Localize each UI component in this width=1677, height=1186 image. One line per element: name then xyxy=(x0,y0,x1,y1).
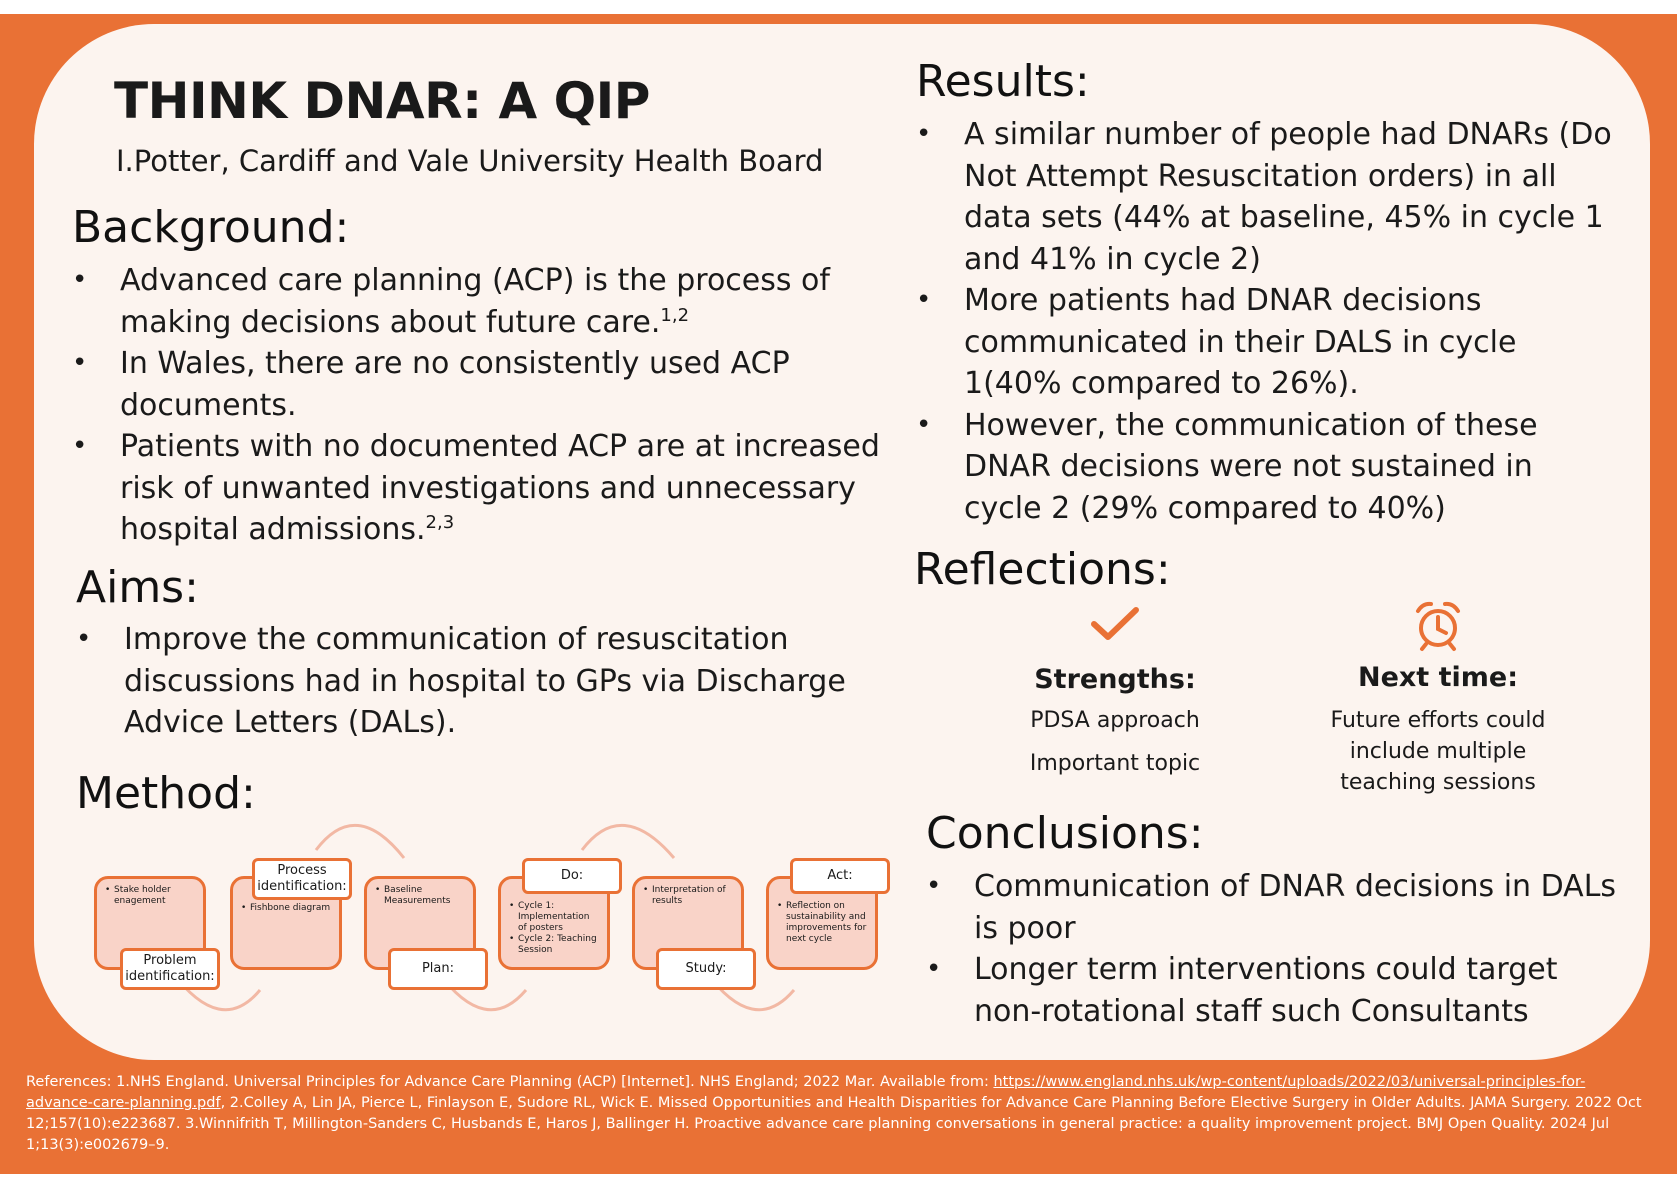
stage-item: • Reflection on sustainability and improvements for next cycle xyxy=(777,901,867,945)
references-text: , 2.Colley A, Lin JA, Pierce L, Finlayson E, Sudore RL, Wick E. Missed Opportunities and Health Disparities for Advance Care Planning Before Elective Surgery in Older Adults. JAMA Surgery. 2022 Oct 12;157(10):e223687. 3.Winnifrith T, Millington-Sanders C, Husbands E, Haros J, Ballinger H. Proactive advance care planning conversations in general practice: a quality improvement project. BMJ Open Quality. 2024 Jul 1;13(3):e002679–9. xyxy=(26,1095,1642,1153)
strengths-item: Important topic xyxy=(1029,751,1201,776)
stage-process-label: Process identification: xyxy=(252,858,352,900)
next-time-heading: Next time: xyxy=(1357,662,1519,693)
stage-do-label: Do: xyxy=(522,858,622,894)
results-item: • A similar number of people had DNARs (Do Not Attempt Resuscitation orders) in all data sets (44% at baseline, 45% in cycle 1 and 41% in cycle 2) xyxy=(916,114,1616,280)
stage-item: • Baseline Measurements xyxy=(375,885,465,907)
background-list xyxy=(72,260,892,551)
conclusions-item: • Longer term interventions could target non-rotational staff such Consultants xyxy=(926,949,1626,1032)
reflections-heading: Reflections: xyxy=(914,544,1171,595)
references-text: References: 1.NHS England. Universal Principles for Advance Care Planning (ACP) [Internet]. NHS England; 2022 Mar. Available from: xyxy=(26,1074,994,1090)
next-time-column xyxy=(1310,598,1566,798)
stage-item: • Stake holder enagement xyxy=(105,885,195,907)
aims-item: • Improve the communication of resuscitation discussions had in hospital to GPs via Discharge Advice Letters (DALs). xyxy=(76,619,856,744)
conclusions-heading: Conclusions: xyxy=(926,808,1204,859)
poster-author: I.Potter, Cardiff and Vale University Health Board xyxy=(116,144,824,178)
references xyxy=(26,1072,1646,1156)
background-item: • Advanced care planning (ACP) is the process of making decisions about future care.$^{1,2}$ xyxy=(72,260,892,343)
stage-item: • Fishbone diagram xyxy=(241,903,331,914)
background-heading: Background: xyxy=(72,202,350,253)
results-list xyxy=(916,114,1616,529)
stage-item: • Cycle 1: Implementation of posters xyxy=(509,901,599,934)
method-heading: Method: xyxy=(76,768,256,819)
background-item: • In Wales, there are no consistently used ACP documents. xyxy=(72,343,892,426)
results-item: • However, the communication of these DNAR decisions were not sustained in cycle 2 (29% compared to 40%) xyxy=(916,405,1616,530)
stage-item: • Cycle 2: Teaching Session xyxy=(509,934,599,956)
conclusions-list xyxy=(926,866,1626,1032)
strengths-heading: Strengths: xyxy=(1034,664,1196,695)
conclusions-item: • Communication of DNAR decisions in DALs is poor xyxy=(926,866,1626,949)
reference-link[interactable]: https://www.england.nhs.uk/wp-content/uploads/2022/03/universal-principles-for-advance-care-planning.pdf xyxy=(26,1074,1586,1111)
stage-plan-label: Plan: xyxy=(388,948,488,990)
poster-title: THINK DNAR: A QIP xyxy=(114,72,650,130)
aims-heading: Aims: xyxy=(76,562,199,613)
stage-act-label: Act: xyxy=(790,858,890,894)
stage-problem-label: Problem identification: xyxy=(120,948,220,990)
next-time-text: Future efforts could include multiple teaching sessions xyxy=(1330,708,1546,795)
background-item: • Patients with no documented ACP are at increased risk of unwanted investigations and unnecessary hospital admissions.$^{2,3}$ xyxy=(72,426,892,551)
strengths-column xyxy=(1000,604,1230,779)
alarm-clock-icon xyxy=(1411,598,1465,652)
results-item: • More patients had DNAR decisions communicated in their DALS in cycle 1(40% compared to 26%). xyxy=(916,280,1616,405)
stage-study-label: Study: xyxy=(656,948,756,990)
stage-item: • Interpretation of results xyxy=(643,885,733,907)
arc-connector xyxy=(316,825,404,858)
aims-list xyxy=(76,619,856,744)
results-heading: Results: xyxy=(916,56,1090,107)
pdsa-diagram xyxy=(86,822,896,1022)
strengths-item: PDSA approach xyxy=(1030,708,1200,733)
arc-connector xyxy=(582,825,674,858)
checkmark-icon xyxy=(1088,604,1142,644)
